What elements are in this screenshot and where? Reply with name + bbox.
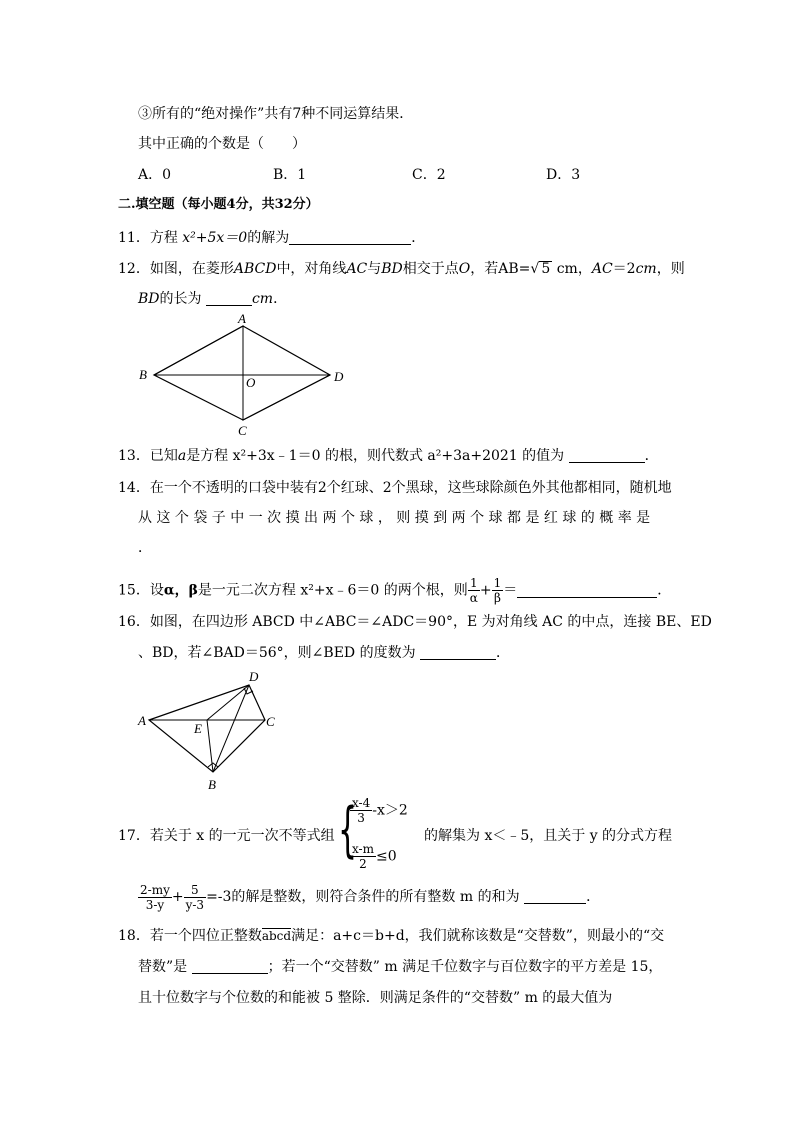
q17-g2-den: y-3 bbox=[185, 897, 205, 912]
label-d: D bbox=[334, 369, 344, 384]
q11-pre: 11．方程 bbox=[118, 230, 183, 246]
q11-equation: x²+5x＝0 bbox=[182, 230, 248, 246]
label-a: A bbox=[138, 713, 146, 728]
q14-line1: 14．在一个不透明的口袋中装有2个红球、2个黑球，这些球除颜色外其他都相同，随机地 bbox=[118, 480, 672, 496]
q17-frac2 bbox=[350, 842, 376, 871]
q16-line2 bbox=[138, 643, 510, 663]
label-b: B bbox=[139, 367, 147, 382]
q14-line3: ． bbox=[138, 540, 152, 556]
q18-line1 bbox=[118, 926, 664, 946]
label-d: D bbox=[249, 669, 259, 684]
label-a: A bbox=[238, 312, 246, 326]
q12-mid2: 相交于点 bbox=[402, 261, 459, 277]
q12-mid: 中，对角线 bbox=[276, 261, 347, 277]
q12-line2-bd: BD bbox=[138, 291, 160, 307]
q17-f2-num: x-m bbox=[352, 842, 374, 856]
q12-line2 bbox=[138, 289, 287, 309]
label-c: C bbox=[266, 714, 275, 729]
q16-line2-end: ． bbox=[496, 645, 511, 661]
q17-plus: + bbox=[171, 889, 184, 905]
q15-frac-beta bbox=[492, 576, 504, 605]
q10-option-d: D．3 bbox=[546, 167, 581, 183]
q17-f2-rest: ≤0 bbox=[376, 848, 397, 865]
q18-line3: 且十位数字与个位数的和能被 5 整除．则满足条件的“交替数” m 的最大值为 bbox=[138, 990, 613, 1006]
q16-line2-text: 、BD，若∠BAD＝56°，则∠BED 的度数为 bbox=[138, 645, 416, 661]
q17-g1-den: 3-y bbox=[145, 897, 165, 912]
q15 bbox=[118, 576, 671, 605]
rhombus-sides bbox=[154, 326, 330, 420]
q12-cm: cm bbox=[635, 261, 657, 277]
q18-pre: 18．若一个四位正整数 bbox=[118, 928, 262, 944]
q17-frac1 bbox=[350, 796, 372, 825]
q18-answer-blank-1[interactable] bbox=[192, 959, 268, 974]
q10-option-b: B．1 bbox=[273, 167, 307, 183]
q11-answer-blank[interactable] bbox=[289, 230, 411, 245]
label-e: E bbox=[194, 721, 202, 736]
quadrilateral-figure bbox=[132, 667, 282, 795]
segment-ed bbox=[207, 685, 249, 720]
label-b: B bbox=[208, 777, 216, 792]
q13-mid: 是方程 x²+3x﹣1＝0 的根，则代数式 a²+3a+2021 的值为 bbox=[186, 448, 565, 464]
q15-pre: 15．设 bbox=[118, 582, 164, 599]
q12-ac: AC bbox=[346, 261, 368, 277]
q10-option-a: A．0 bbox=[138, 167, 172, 183]
q12-o: O bbox=[458, 261, 471, 277]
q12-end: ，则 bbox=[656, 261, 685, 277]
q18-line2 bbox=[138, 957, 662, 977]
q15-plus: + bbox=[479, 582, 492, 599]
quad-outline bbox=[149, 685, 265, 772]
q12-line2-text: 的长为 bbox=[159, 291, 202, 307]
q15-eq: ＝ bbox=[503, 582, 518, 599]
q17-mid: 的解集为 x＜﹣5，且关于 y 的分式方程 bbox=[424, 828, 673, 844]
q17-f1-den: 3 bbox=[357, 811, 365, 825]
q13 bbox=[118, 446, 659, 466]
q15-frac2-den: β bbox=[493, 591, 501, 605]
q12-ac-val: ＝2 bbox=[612, 261, 636, 277]
q12-pre: 12．如图，在菱形 bbox=[118, 261, 234, 277]
q17-g2-num: 5 bbox=[184, 883, 206, 898]
q17-f2-den: 2 bbox=[359, 857, 367, 871]
q18-abcd: abcd bbox=[261, 929, 292, 943]
system-brace: { bbox=[338, 795, 358, 865]
q12-yu: 与 bbox=[367, 261, 382, 277]
q10-item3: ③所有的“绝对操作”共有7种不同运算结果． bbox=[138, 106, 414, 122]
q17-frac4 bbox=[184, 883, 206, 912]
q17-g1-num: 2-my bbox=[140, 882, 170, 897]
q16-answer-blank[interactable] bbox=[420, 645, 496, 660]
q15-frac1-den: α bbox=[469, 591, 478, 605]
q10-prompt: 其中正确的个数是（ ） bbox=[138, 136, 306, 152]
segment-bd bbox=[213, 685, 249, 772]
q13-answer-blank[interactable] bbox=[569, 448, 645, 463]
q18-line2-post: ；若一个“交替数” m 满足千位数字与百位数字的平方差是 15， bbox=[267, 959, 663, 975]
q17-f1-rest: -x＞2 bbox=[372, 802, 408, 819]
q13-pre: 13．已知 bbox=[118, 448, 178, 464]
q15-frac1-num: 1 bbox=[468, 576, 480, 591]
q17-pre: 17．若关于 x 的一元一次不等式组 bbox=[118, 828, 335, 844]
q12-sqrt: 5 bbox=[541, 261, 551, 277]
q15-end: ． bbox=[657, 582, 672, 599]
q15-alpha-beta: α，β bbox=[163, 582, 198, 599]
q18-line2-pre: 替数”是 bbox=[138, 959, 188, 975]
q12-bd: BD bbox=[381, 261, 403, 277]
q15-answer-blank[interactable] bbox=[517, 583, 657, 598]
q13-end: ． bbox=[644, 448, 659, 464]
q15-frac-alpha bbox=[468, 576, 480, 605]
q11: 11．方程 x²+5x＝0的解为 ． bbox=[118, 230, 426, 246]
q13-a: a bbox=[177, 448, 187, 464]
q17-answer-blank[interactable] bbox=[524, 889, 586, 904]
rhombus-outline bbox=[154, 326, 330, 420]
q14-line2: 从 这 个 袋 子 中 一 次 摸 出 两 个 球 ， 则 摸 到 两 个 球 都 是 红 球 的 概 率 是 bbox=[138, 510, 651, 526]
q11-post: 的解为 bbox=[247, 230, 290, 246]
q12-line2-unit: cm bbox=[251, 291, 274, 307]
q12-if: ，若AB= bbox=[470, 261, 531, 277]
q12-ac2: AC bbox=[591, 261, 613, 277]
q17-line2 bbox=[138, 880, 600, 914]
section-title: 二.填空题（每小题4分，共32分） bbox=[118, 197, 319, 212]
q17-frac3 bbox=[138, 883, 172, 912]
q17-ineq2 bbox=[350, 842, 397, 871]
label-c: C bbox=[238, 423, 247, 438]
q12-line2-end: ． bbox=[273, 291, 288, 307]
q17-end: ． bbox=[586, 889, 601, 905]
q16-line1: 16．如图，在四边形 ABCD 中∠ABC＝∠ADC＝90°，E 为对角线 AC 的中点，连接 BE、ED bbox=[118, 614, 712, 630]
label-o: O bbox=[246, 375, 256, 390]
q18-post: 满足：a+c＝b+d，我们就称该数是“交替数”，则最小的“交 bbox=[291, 928, 665, 944]
q12-answer-blank[interactable] bbox=[206, 291, 252, 306]
rhombus-figure bbox=[130, 312, 360, 440]
q10-option-c: C．2 bbox=[412, 167, 446, 183]
q17-rest: =-3的解是整数，则符合条件的所有整数 m 的和为 bbox=[206, 889, 520, 905]
q15-mid: 是一元二次方程 x²+x﹣6＝0 的两个根，则 bbox=[197, 582, 468, 599]
q12-unit1: cm， bbox=[552, 261, 592, 277]
q12-line1: 12．如图，在菱形ABCD中，对角线AC与BD相交于点O，若AB=√ 5 cm，AC＝2cm，则 bbox=[118, 261, 685, 277]
q17-f1-num: x-4 bbox=[352, 796, 371, 810]
q17-ineq1 bbox=[350, 796, 408, 825]
q15-frac2-num: 1 bbox=[493, 576, 502, 590]
q12-shape: ABCD bbox=[233, 261, 277, 277]
